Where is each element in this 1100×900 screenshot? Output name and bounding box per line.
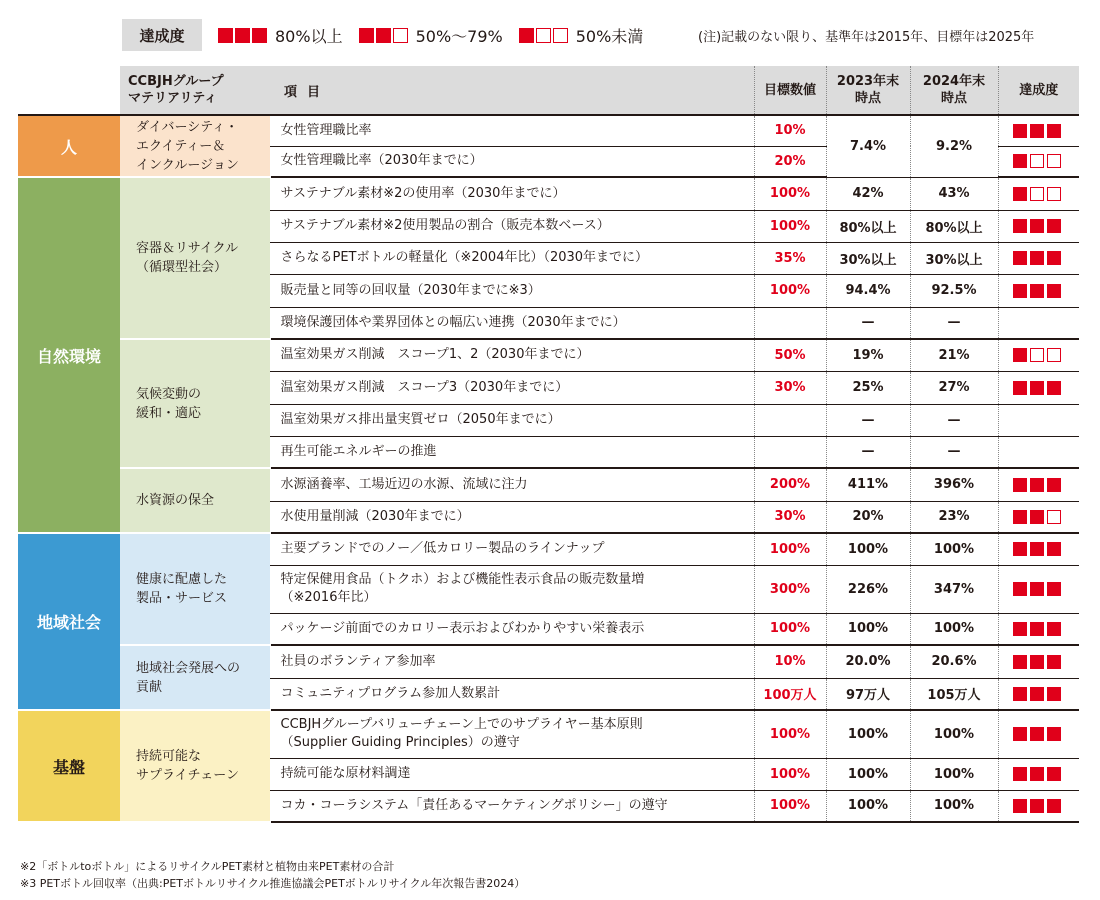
materiality-label: 貢献 [136, 679, 163, 695]
value-2024: 347% [910, 565, 998, 613]
square-filled-icon [1030, 767, 1044, 781]
square-empty-icon [1047, 348, 1061, 362]
achievement-indicator [998, 790, 1079, 822]
materiality-label: 気候変動の [136, 386, 202, 402]
square-filled-icon [1030, 582, 1044, 596]
square-filled-icon [1047, 284, 1061, 298]
materiality-water [120, 468, 270, 533]
square-filled-icon [1047, 727, 1061, 741]
area-community: 地域社会 [18, 533, 120, 710]
item-label-2: （Supplier Guiding Principles）の遵守 [280, 735, 520, 751]
achievement-indicator [998, 210, 1079, 242]
footnote-3: ※3 PETボトル回収率（出典:PETボトルリサイクル推進協議会PETボトルリサイクル年次報告書2024） [20, 877, 526, 890]
target-value [754, 436, 826, 468]
square-filled-icon [1013, 154, 1027, 168]
value-2023: 97万人 [826, 678, 910, 710]
table-row [18, 468, 1079, 501]
item-label: 温室効果ガス削減 スコープ1、2（2030年までに） [280, 347, 590, 363]
item-label: CCBJHグループバリューチェーン上でのサプライヤー基本原則 [280, 717, 643, 733]
value-2024: — [910, 307, 998, 339]
square-empty-icon [393, 28, 408, 43]
square-filled-icon [1047, 582, 1061, 596]
materiality-label: 製品・サービス [136, 591, 228, 606]
item-cell [270, 565, 754, 613]
item-cell [270, 678, 754, 710]
square-filled-icon [1013, 542, 1027, 556]
item-label: コカ・コーラシステム「責任あるマーケティングポリシー」の遵守 [280, 797, 668, 813]
square-filled-icon [1047, 251, 1061, 265]
value-2024: 92.5% [910, 274, 998, 307]
value-2023: 100% [826, 533, 910, 565]
item-cell [270, 613, 754, 645]
item-cell [270, 146, 754, 177]
value-2024: 23% [910, 501, 998, 533]
square-filled-icon [252, 28, 267, 43]
materiality-regional [120, 645, 270, 710]
square-filled-icon [1030, 284, 1044, 298]
table-row [18, 645, 1079, 678]
item-cell [270, 339, 754, 371]
achievement-indicator [998, 274, 1079, 307]
value-2023: 100% [826, 613, 910, 645]
square-filled-icon [519, 28, 534, 43]
value-2024: 105万人 [910, 678, 998, 710]
square-filled-icon [1047, 542, 1061, 556]
item-label: 主要ブランドでのノー／低カロリー製品のラインナップ [280, 541, 605, 557]
materiality-label: インクルージョン [136, 157, 239, 173]
square-filled-icon [1013, 727, 1027, 741]
achievement-indicator [998, 371, 1079, 404]
target-value: 20% [754, 146, 826, 177]
achievement-indicator [998, 678, 1079, 710]
square-filled-icon [1013, 251, 1027, 265]
square-filled-icon [1013, 381, 1027, 395]
header-target: 目標数値 [754, 66, 826, 115]
achievement-indicator [998, 533, 1079, 565]
value-2024: 30%以上 [910, 242, 998, 274]
materiality-container [120, 177, 270, 339]
square-filled-icon [1030, 727, 1044, 741]
item-label: 温室効果ガス削減 スコープ3（2030年までに） [280, 379, 569, 395]
square-filled-icon [1030, 799, 1044, 813]
materiality-table [18, 66, 1079, 823]
table-row [18, 115, 1079, 146]
value-2024: 100% [910, 758, 998, 790]
item-label: 水源涵養率、工場近辺の水源、流域に注力 [280, 476, 528, 492]
item-label: 水使用量削減（2030年までに） [280, 508, 470, 524]
materiality-label: 持続可能な [136, 749, 202, 764]
value-2024: 43% [910, 177, 998, 210]
target-value: 200% [754, 468, 826, 501]
value-2024: 100% [910, 613, 998, 645]
legend-level-mid [359, 24, 503, 47]
item-label: さらなるPETボトルの軽量化（※2004年比）（2030年までに） [280, 250, 649, 265]
target-value: 100% [754, 758, 826, 790]
achievement-indicator [998, 758, 1079, 790]
value-2024: 100% [910, 790, 998, 822]
square-filled-icon [1030, 622, 1044, 636]
square-empty-icon [1047, 510, 1061, 524]
legend-label: 50%～79% [415, 26, 503, 46]
value-2023: 100% [826, 758, 910, 790]
square-filled-icon [1013, 124, 1027, 138]
item-cell [270, 371, 754, 404]
materiality-label: サプライチェーン [136, 768, 239, 783]
materiality-label: 水資源の保全 [136, 493, 215, 508]
square-empty-icon [1030, 187, 1044, 201]
target-value: 100% [754, 790, 826, 822]
value-2023: 100% [826, 710, 910, 758]
item-cell [270, 533, 754, 565]
achievement-indicator [998, 339, 1079, 371]
target-value: 300% [754, 565, 826, 613]
target-value: 100% [754, 533, 826, 565]
materiality-label: 地域社会発展への [136, 660, 241, 676]
square-empty-icon [1047, 154, 1061, 168]
square-empty-icon [1030, 348, 1044, 362]
square-filled-icon [1030, 478, 1044, 492]
materiality-health [120, 533, 270, 645]
achievement-indicator [998, 242, 1079, 274]
square-filled-icon [1030, 124, 1044, 138]
materiality-label: 容器＆リサイクル [136, 241, 239, 256]
item-label: 再生可能エネルギーの推進 [280, 443, 437, 459]
target-value: 30% [754, 501, 826, 533]
square-filled-icon [1047, 622, 1061, 636]
header-item: 項目 [270, 66, 754, 115]
square-filled-icon [235, 28, 250, 43]
item-label: サステナブル素材※2使用製品の割合（販売本数ベース） [280, 218, 610, 233]
value-2023: — [826, 307, 910, 339]
square-filled-icon [1013, 510, 1027, 524]
table-row [18, 533, 1079, 565]
square-filled-icon [1013, 687, 1027, 701]
target-value: 50% [754, 339, 826, 371]
header-2024: 2024年末 時点 [910, 66, 998, 115]
square-filled-icon [1047, 767, 1061, 781]
table-header-row [18, 66, 1079, 115]
value-2024: 100% [910, 533, 998, 565]
square-filled-icon [359, 28, 374, 43]
value-2023: 226% [826, 565, 910, 613]
materiality-climate [120, 339, 270, 468]
square-empty-icon [1047, 187, 1061, 201]
square-filled-icon [1013, 655, 1027, 669]
square-filled-icon [1013, 219, 1027, 233]
square-filled-icon [1047, 381, 1061, 395]
square-filled-icon [1030, 251, 1044, 265]
item-label: 環境保護団体や業界団体との幅広い連携（2030年までに） [280, 314, 626, 330]
item-label: 特定保健用食品（トクホ）および機能性表示食品の販売数量増 [280, 572, 645, 587]
target-value: 10% [754, 645, 826, 678]
value-2023: 94.4% [826, 274, 910, 307]
achievement-indicator [998, 501, 1079, 533]
item-cell [270, 404, 754, 436]
item-label: コミュニティプログラム参加人数累計 [280, 685, 501, 701]
target-value: 100万人 [754, 678, 826, 710]
materiality-label: （循環型社会） [136, 260, 228, 275]
legend-note: (注)記載のない限り、基準年は2015年、目標年は2025年 [698, 30, 1035, 45]
value-2023: 30%以上 [826, 242, 910, 274]
achievement-indicator [998, 613, 1079, 645]
square-empty-icon [1030, 154, 1044, 168]
value-2023: 411% [826, 468, 910, 501]
table-row [18, 339, 1079, 371]
materiality-supply [120, 710, 270, 822]
value-2024: — [910, 404, 998, 436]
value-2023: 25% [826, 371, 910, 404]
square-filled-icon [1047, 655, 1061, 669]
target-value: 100% [754, 210, 826, 242]
value-2024: 100% [910, 710, 998, 758]
area-foundation: 基盤 [18, 710, 120, 822]
item-cell [270, 242, 754, 274]
table-row [18, 710, 1079, 758]
materiality-label: エクイティー＆ [136, 138, 226, 154]
item-cell [270, 468, 754, 501]
item-cell [270, 210, 754, 242]
square-filled-icon [1013, 767, 1027, 781]
value-2023: 7.4% [826, 115, 910, 177]
square-empty-icon [536, 28, 551, 43]
square-filled-icon [1013, 582, 1027, 596]
value-2023: 19% [826, 339, 910, 371]
value-2024: — [910, 436, 998, 468]
materiality-label: ダイバーシティ・ [136, 119, 239, 135]
item-cell [270, 758, 754, 790]
item-label: サステナブル素材※2の使用率（2030年までに） [280, 185, 566, 201]
square-filled-icon [1030, 510, 1044, 524]
item-label: 女性管理職比率（2030年までに） [280, 153, 483, 169]
item-label: 社員のボランティア参加率 [280, 653, 436, 669]
square-filled-icon [1013, 478, 1027, 492]
achievement-indicator [998, 645, 1079, 678]
achievement-indicator [998, 115, 1079, 146]
square-filled-icon [1030, 219, 1044, 233]
item-cell [270, 307, 754, 339]
square-filled-icon [218, 28, 233, 43]
achievement-indicator [998, 436, 1079, 468]
square-filled-icon [1030, 381, 1044, 395]
value-2023: 20.0% [826, 645, 910, 678]
square-filled-icon [1013, 348, 1027, 362]
achievement-indicator [998, 177, 1079, 210]
item-label: 温室効果ガス排出量実質ゼロ（2050年までに） [280, 412, 561, 427]
achievement-indicator [998, 404, 1079, 436]
item-label: 持続可能な原材料調達 [280, 766, 411, 781]
header-spacer [18, 66, 120, 115]
square-filled-icon [1047, 124, 1061, 138]
materiality-label: 緩和・適応 [136, 405, 202, 421]
value-2024: 21% [910, 339, 998, 371]
item-label: 女性管理職比率 [280, 122, 372, 138]
value-2024: 9.2% [910, 115, 998, 177]
item-cell [270, 790, 754, 822]
achievement-indicator [998, 565, 1079, 613]
footnote-2: ※2「ボトルtoボトル」によるリサイクルPET素材と植物由来PET素材の合計 [20, 860, 395, 873]
square-filled-icon [1013, 799, 1027, 813]
table-row [18, 177, 1079, 210]
item-cell [270, 710, 754, 758]
achievement-indicator [998, 710, 1079, 758]
square-filled-icon [1030, 687, 1044, 701]
square-filled-icon [1013, 187, 1027, 201]
target-value: 10% [754, 115, 826, 146]
square-filled-icon [1030, 542, 1044, 556]
value-2023: — [826, 436, 910, 468]
value-2024: 80%以上 [910, 210, 998, 242]
item-label: パッケージ前面でのカロリー表示およびわかりやすい栄養表示 [280, 620, 645, 636]
target-value: 100% [754, 177, 826, 210]
area-people: 人 [18, 115, 120, 177]
target-value: 30% [754, 371, 826, 404]
target-value [754, 404, 826, 436]
materiality-dei [120, 115, 270, 177]
header-achievement: 達成度 [998, 66, 1079, 115]
achievement-indicator [998, 146, 1079, 177]
item-cell [270, 501, 754, 533]
item-cell [270, 645, 754, 678]
value-2024: 27% [910, 371, 998, 404]
legend-label: 50%未満 [575, 26, 644, 46]
value-2024: 396% [910, 468, 998, 501]
target-value: 100% [754, 274, 826, 307]
materiality-label: 健康に配慮した [136, 572, 228, 587]
item-cell [270, 436, 754, 468]
achievement-indicator [998, 468, 1079, 501]
square-filled-icon [376, 28, 391, 43]
item-cell [270, 115, 754, 146]
legend [122, 18, 643, 52]
square-filled-icon [1013, 622, 1027, 636]
square-filled-icon [1013, 284, 1027, 298]
square-filled-icon [1030, 655, 1044, 669]
legend-level-high [218, 24, 343, 47]
header-2023: 2023年末 時点 [826, 66, 910, 115]
square-filled-icon [1047, 687, 1061, 701]
item-cell [270, 177, 754, 210]
value-2024: 20.6% [910, 645, 998, 678]
header-materiality: CCBJHグループ マテリアリティ [120, 66, 270, 115]
item-cell [270, 274, 754, 307]
item-label: 販売量と同等の回収量（2030年までに※3） [280, 282, 541, 298]
value-2023: — [826, 404, 910, 436]
item-label-2: （※2016年比） [280, 590, 377, 605]
square-filled-icon [1047, 219, 1061, 233]
square-empty-icon [553, 28, 568, 43]
value-2023: 80%以上 [826, 210, 910, 242]
target-value: 100% [754, 613, 826, 645]
legend-title: 達成度 [122, 19, 202, 51]
square-filled-icon [1047, 478, 1061, 492]
target-value: 100% [754, 710, 826, 758]
legend-level-low [519, 24, 644, 47]
square-filled-icon [1047, 799, 1061, 813]
area-environment: 自然環境 [18, 177, 120, 533]
target-value [754, 307, 826, 339]
value-2023: 100% [826, 790, 910, 822]
achievement-indicator [998, 307, 1079, 339]
legend-label: 80%以上 [275, 26, 343, 46]
value-2023: 42% [826, 177, 910, 210]
target-value: 35% [754, 242, 826, 274]
value-2023: 20% [826, 501, 910, 533]
